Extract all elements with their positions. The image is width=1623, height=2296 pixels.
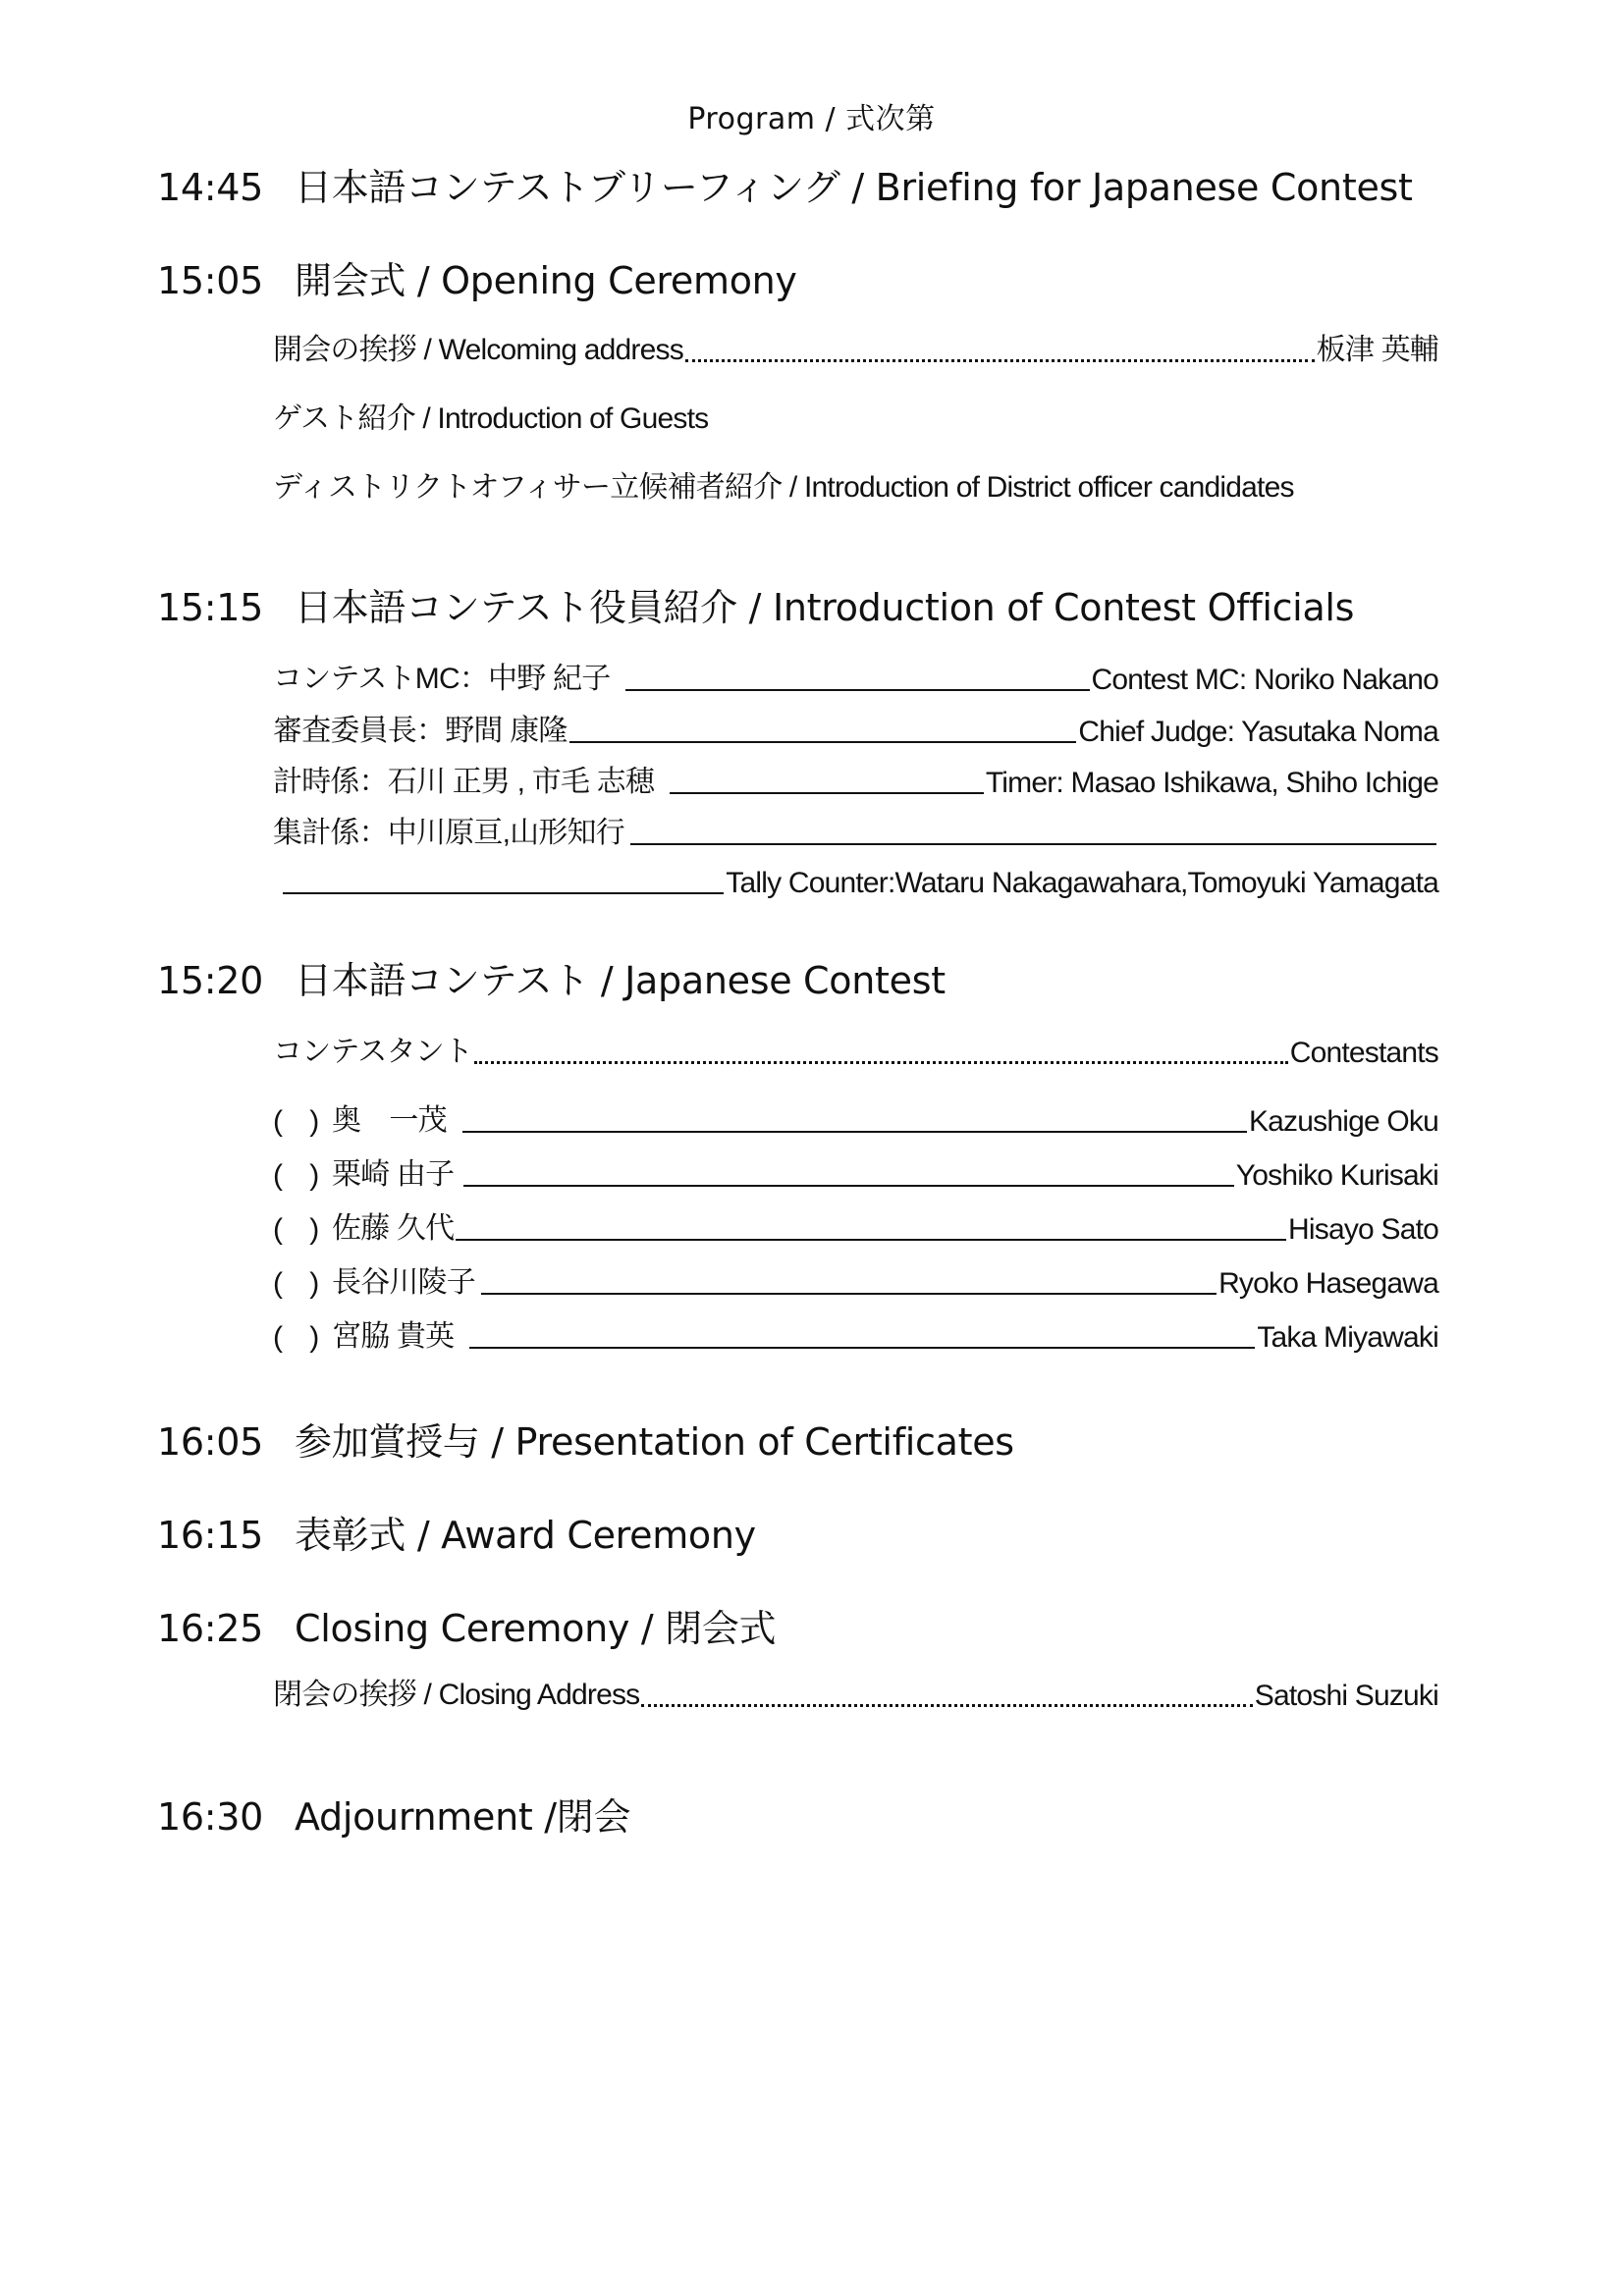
underline-leader xyxy=(670,792,984,794)
section-heading-opening-ceremony xyxy=(157,250,797,304)
section-label: 日本語コンテスト / Japanese Contest xyxy=(295,959,946,1002)
section-heading-award-ceremony xyxy=(157,1505,756,1559)
contestant-row xyxy=(273,1207,1438,1247)
official-en: Contest MC: Noriko Nakano xyxy=(1091,664,1438,696)
official-ja: コンテストMC：中野 紀子 xyxy=(273,663,611,695)
contestant-row xyxy=(273,1099,1438,1139)
section-time: 15:05 xyxy=(157,259,264,302)
official-ja: 計時係：石川 正男 , 市毛 志穂 xyxy=(273,766,655,798)
underline-leader xyxy=(456,1239,1286,1241)
section-time: 16:05 xyxy=(157,1420,264,1464)
order-blank[interactable]: ( ) xyxy=(273,1321,319,1354)
contestant-row xyxy=(273,1153,1438,1193)
closing-address-row xyxy=(273,1674,1438,1713)
section-label: Adjournment /閉会 xyxy=(295,1795,631,1839)
section-heading-contest-officials xyxy=(157,577,1354,631)
contestant-name-ja: 奥 一茂 xyxy=(332,1104,447,1137)
official-row-tally-ja xyxy=(273,812,1438,851)
official-row-timer xyxy=(273,761,1438,800)
district-officer-candidates-row xyxy=(273,466,1438,506)
item-person: 板津 英輔 xyxy=(1316,334,1438,366)
section-heading-briefing xyxy=(157,157,1413,211)
item-label: 開会の挨拶 / Welcoming address xyxy=(273,334,683,366)
official-en: Chief Judge: Yasutaka Noma xyxy=(1078,716,1438,748)
official-ja: 集計係：中川原亘,山形知行 xyxy=(273,817,624,849)
section-time: 16:15 xyxy=(157,1514,264,1557)
order-blank[interactable]: ( ) xyxy=(273,1213,319,1246)
section-heading-japanese-contest xyxy=(157,950,946,1004)
official-row-chief-judge xyxy=(273,710,1438,749)
contestants-label-ja: コンテスタント xyxy=(273,1036,473,1068)
dotted-leader xyxy=(474,1061,1288,1064)
section-time: 15:15 xyxy=(157,586,264,629)
contestant-name-en: Ryoko Hasegawa xyxy=(1218,1267,1438,1300)
underline-leader xyxy=(481,1293,1217,1295)
order-blank[interactable]: ( ) xyxy=(273,1267,319,1300)
dotted-leader xyxy=(685,359,1315,362)
official-ja: 審査委員長：野間 康隆 xyxy=(273,715,568,747)
contestant-name-en: Yoshiko Kurisaki xyxy=(1235,1159,1438,1192)
welcoming-address-row xyxy=(273,329,1438,368)
contestant-name-en: Kazushige Oku xyxy=(1248,1105,1438,1138)
underline-leader xyxy=(625,689,1089,691)
official-row-mc xyxy=(273,658,1438,697)
official-row-tally-en xyxy=(281,861,1438,900)
contestants-header-row xyxy=(273,1031,1438,1070)
item-label: 閉会の挨拶 / Closing Address xyxy=(273,1679,640,1711)
item-person: Satoshi Suzuki xyxy=(1254,1680,1438,1712)
contestant-name-en: Hisayo Sato xyxy=(1288,1213,1438,1246)
section-time: 16:25 xyxy=(157,1607,264,1650)
underline-leader xyxy=(462,1131,1247,1133)
contestant-name-ja: 宮脇 貴英 xyxy=(332,1320,455,1353)
program-title: Program / 式次第 xyxy=(687,102,936,136)
contestant-row xyxy=(273,1315,1438,1355)
section-label: Closing Ceremony / 閉会式 xyxy=(295,1607,777,1650)
introduction-of-guests-row xyxy=(273,398,1438,437)
section-label: 日本語コンテスト役員紹介 / Introduction of Contest Officials xyxy=(295,586,1355,629)
section-heading-closing-ceremony xyxy=(157,1598,776,1652)
section-label: 開会式 / Opening Ceremony xyxy=(295,259,797,302)
official-en: Timer: Masao Ishikawa, Shiho Ichige xyxy=(985,767,1438,799)
contestant-name-ja: 栗崎 由子 xyxy=(332,1158,455,1191)
dotted-leader xyxy=(641,1704,1252,1707)
order-blank[interactable]: ( ) xyxy=(273,1105,319,1138)
section-time: 14:45 xyxy=(157,166,264,209)
section-label: 日本語コンテストブリーフィング / Briefing for Japanese Contest xyxy=(295,166,1413,209)
section-heading-adjournment xyxy=(157,1787,630,1841)
contestant-name-ja: 佐藤 久代 xyxy=(332,1212,455,1245)
official-en: Tally Counter:Wataru Nakagawahara,Tomoyuki Yamagata xyxy=(726,867,1438,899)
contestant-name-ja: 長谷川陵子 xyxy=(332,1266,475,1299)
contestant-name-en: Taka Miyawaki xyxy=(1257,1321,1438,1354)
contestants-label-en: Contestants xyxy=(1289,1037,1438,1069)
order-blank[interactable]: ( ) xyxy=(273,1159,319,1192)
underline-leader xyxy=(469,1347,1255,1349)
underline-leader xyxy=(630,843,1436,845)
underline-leader xyxy=(463,1185,1233,1187)
section-time: 15:20 xyxy=(157,959,264,1002)
item-label: ゲスト紹介 / Introduction of Guests xyxy=(273,402,709,435)
section-time: 16:30 xyxy=(157,1795,264,1839)
section-label: 参加賞授与 / Presentation of Certificates xyxy=(295,1420,1014,1464)
item-label: ディストリクトオフィサー立候補者紹介 / Introduction of District officer candidates xyxy=(273,471,1294,504)
section-heading-certificates xyxy=(157,1412,1014,1466)
section-label: 表彰式 / Award Ceremony xyxy=(295,1514,756,1557)
underline-leader xyxy=(569,741,1077,743)
underline-leader xyxy=(283,892,724,894)
contestant-row xyxy=(273,1261,1438,1301)
